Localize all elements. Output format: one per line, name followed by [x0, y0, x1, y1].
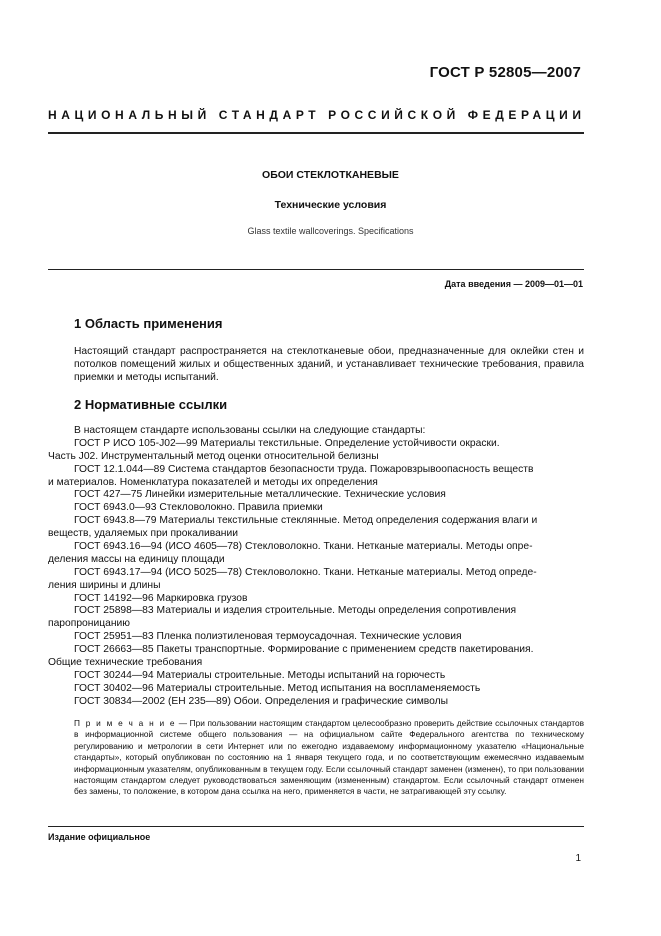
- references-intro: В настоящем стандарте использованы ссылки на следующие стандарты:: [74, 425, 426, 436]
- reference-line: ГОСТ 26663—85 Пакеты транспортные. Формирование с применением средств пакетирования.: [74, 644, 534, 656]
- reference-line: ГОСТ 12.1.044—89 Система стандартов безопасности труда. Пожаровзрывоопасность веществ: [74, 463, 534, 475]
- section-1-paragraph: Настоящий стандарт распространяется на стеклотканевые обои, предназначенные для оклейки стен и потолков помещений жилых и общественных зданий, и устанавливает технические требования, правила приемки и методы испытаний.: [74, 346, 584, 383]
- middle-rule: [48, 269, 584, 270]
- reference-line: веществ, удаляемых при прокаливании: [48, 528, 238, 540]
- top-rule: [48, 132, 584, 134]
- reference-line: ГОСТ 6943.17—94 (ИСО 5025—78) Стекловолокно. Ткани. Нетканые материалы. Метод опреде-: [74, 566, 537, 578]
- reference-line: ГОСТ 25898—83 Материалы и изделия строительные. Методы определения сопротивления: [74, 605, 517, 617]
- english-title: Glass textile wallcoverings. Specifications: [247, 226, 414, 236]
- gost-code: ГОСТ Р 52805—2007: [429, 64, 581, 81]
- note-label: П р и м е ч а н и е: [74, 718, 177, 728]
- reference-line: Общие технические требования: [48, 657, 203, 669]
- section-1-heading: 1 Область применения: [74, 316, 223, 331]
- document-subtitle: Технические условия: [274, 199, 387, 211]
- reference-line: Часть J02. Инструментальный метод оценки относительной белизны: [48, 450, 379, 462]
- reference-line: ГОСТ 6943.8—79 Материалы текстильные стеклянные. Метод определения содержания влаги и: [74, 515, 538, 527]
- official-edition: Издание официальное: [48, 832, 151, 842]
- reference-line: деления массы на единицу площади: [48, 553, 225, 565]
- introduction-date: Дата введения — 2009—01—01: [444, 279, 583, 289]
- note-text: — При пользовании настоящим стандартом целесообразно проверить действие ссылочных стандартов в информационной системе общего пользования — на официальном сайте Федерального агентства по техническому регулированию и метрологии в сети Интернет или по ежегодно издаваемому информационному указателю «Национальные стандарты», который опубликован по состоянию на 1 января текущего года, и по соответствующим ежемесячно издаваемым информационным указателям, опубликованным в текущем году. Если ссылочный стандарт заменен (изменен), то при пользовании настоящим стандартом следует руководствоваться заменяющим (измененным) стандартом. Если ссылочный стандарт отменен без замены, то положение, в котором дана ссылка на него, применяется в части, не затрагивающей эту ссылку.: [74, 718, 584, 797]
- reference-line: ления ширины и длины: [48, 579, 161, 591]
- reference-line: ГОСТ 427—75 Линейки измерительные металлические. Технические условия: [74, 489, 446, 501]
- note-block: [74, 718, 584, 798]
- document-title: ОБОИ СТЕКЛОТКАНЕВЫЕ: [262, 169, 399, 181]
- reference-line: ГОСТ 30402—96 Материалы строительные. Метод испытания на воспламеняемость: [74, 682, 481, 694]
- page-number: 1: [575, 853, 581, 864]
- reference-line: ГОСТ 25951—83 Пленка полиэтиленовая термоусадочная. Технические условия: [74, 631, 462, 643]
- reference-line: ГОСТ Р ИСО 105-J02—99 Материалы текстильные. Определение устойчивости окраски.: [74, 437, 500, 449]
- standard-title: НАЦИОНАЛЬНЫЙ СТАНДАРТ РОССИЙСКОЙ ФЕДЕРАЦИИ: [48, 108, 586, 122]
- references-list: [48, 425, 584, 709]
- reference-line: ГОСТ 30244—94 Материалы строительные. Методы испытаний на горючесть: [74, 669, 446, 681]
- bottom-rule: [48, 826, 584, 827]
- reference-line: ГОСТ 14192—96 Маркировка грузов: [74, 592, 248, 604]
- section-2-heading: 2 Нормативные ссылки: [74, 397, 228, 412]
- reference-line: паропроницанию: [48, 618, 131, 630]
- note-paragraph: [74, 718, 584, 798]
- reference-line: ГОСТ 6943.0—93 Стекловолокно. Правила приемки: [74, 502, 323, 514]
- section-1-text: [74, 346, 584, 385]
- reference-line: ГОСТ 30834—2002 (ЕН 235—89) Обои. Определения и графические символы: [74, 695, 449, 707]
- reference-line: и материалов. Номенклатура показателей и методы их определения: [48, 476, 378, 488]
- reference-line: ГОСТ 6943.16—94 (ИСО 4605—78) Стекловолокно. Ткани. Нетканые материалы. Методы опре-: [74, 541, 533, 553]
